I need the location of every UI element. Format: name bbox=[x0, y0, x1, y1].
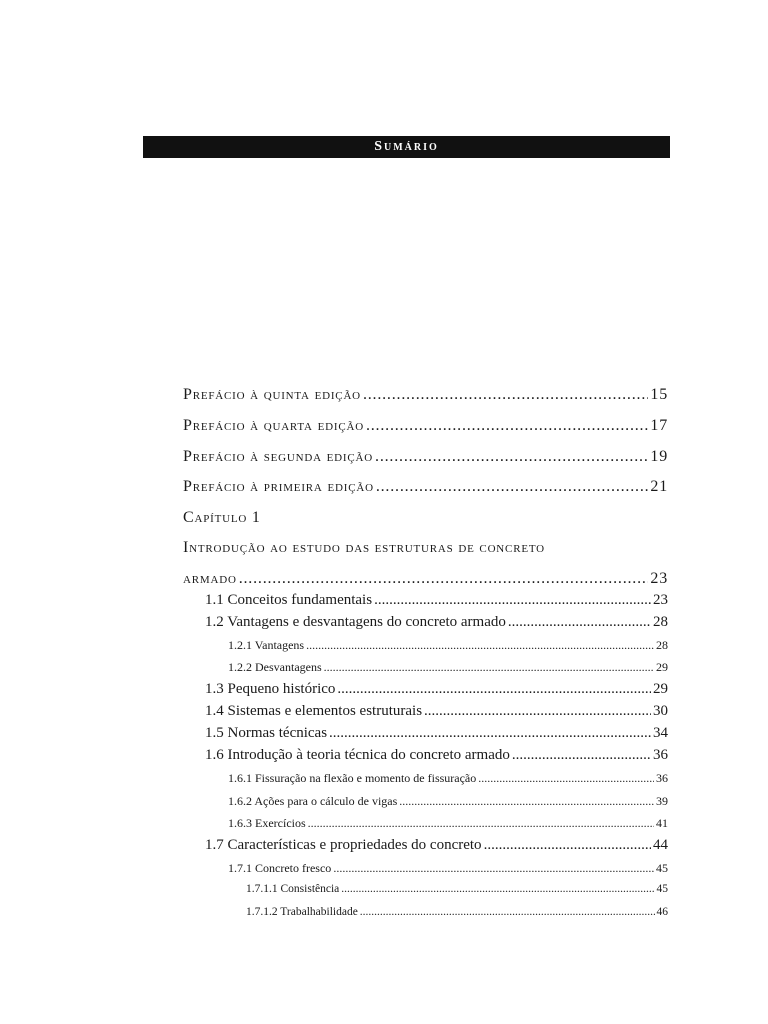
toc-page-number: 45 bbox=[656, 861, 668, 875]
toc-entry-1-7-1-1[interactable] bbox=[246, 883, 668, 895]
toc-leader-dots bbox=[306, 638, 654, 653]
toc-entry-1-1[interactable] bbox=[205, 592, 668, 609]
toc-entry-label: 1.6.2 Ações para o cálculo de vigas bbox=[228, 794, 398, 808]
page-title: Sumário bbox=[374, 139, 439, 154]
toc-entry-1-6-2[interactable] bbox=[228, 794, 668, 809]
toc-entry-prefacio-quinta[interactable] bbox=[183, 386, 668, 404]
toc-entry-label: 1.2 Vantagens e desvantagens do concreto armado bbox=[205, 614, 506, 630]
toc-leader-dots bbox=[360, 906, 655, 918]
toc-page-number: 15 bbox=[650, 386, 668, 403]
toc-leader-dots bbox=[508, 614, 651, 631]
toc-entry-label: 1.1 Conceitos fundamentais bbox=[205, 592, 373, 608]
toc-page-number: 23 bbox=[653, 592, 668, 608]
toc-page-number: 36 bbox=[653, 747, 668, 763]
toc-entry-1-3[interactable] bbox=[205, 681, 668, 698]
toc-entry-1-2-2[interactable] bbox=[228, 660, 668, 675]
toc-leader-dots bbox=[484, 837, 651, 854]
toc-chapter-heading: Capítulo 1 bbox=[183, 509, 261, 526]
toc-entry-label: 1.7 Características e propriedades do concreto bbox=[205, 837, 482, 853]
toc-entry-label: 1.6.1 Fissuração na flexão e momento de fissuração bbox=[228, 771, 477, 785]
toc-entry-label: armado bbox=[183, 570, 237, 587]
toc-entry-label: Prefácio à quarta edição bbox=[183, 417, 364, 434]
toc-leader-dots bbox=[478, 771, 654, 786]
toc-entry-label: 1.2.2 Desvantagens bbox=[228, 660, 322, 674]
toc-entry-label: 1.3 Pequeno histórico bbox=[205, 681, 336, 697]
toc-leader-dots bbox=[366, 417, 648, 435]
toc-leader-dots bbox=[341, 883, 654, 895]
toc-leader-dots bbox=[329, 725, 651, 742]
toc-page-number: 46 bbox=[656, 906, 668, 918]
toc-leader-dots bbox=[337, 681, 651, 698]
toc-entry-1-6[interactable] bbox=[205, 747, 668, 764]
toc-page-number: 29 bbox=[653, 681, 668, 697]
toc-leader-dots bbox=[308, 816, 654, 831]
toc-entry-label: 1.6 Introdução à teoria técnica do concreto armado bbox=[205, 747, 510, 763]
toc-entry-1-7-1-2[interactable] bbox=[246, 906, 668, 918]
toc-entry-prefacio-primeira[interactable] bbox=[183, 478, 668, 496]
toc-entry-label: Prefácio à primeira edição bbox=[183, 478, 374, 495]
toc-page-number: 23 bbox=[650, 570, 668, 587]
toc-entry-1-6-3[interactable] bbox=[228, 816, 668, 831]
toc-leader-dots bbox=[399, 794, 654, 809]
toc-entry-1-7-1[interactable] bbox=[228, 861, 668, 876]
toc-entry-1-6-1[interactable] bbox=[228, 771, 668, 786]
toc-page-number: 30 bbox=[653, 703, 668, 719]
toc-page-number: 36 bbox=[656, 771, 668, 785]
toc-page-number: 17 bbox=[650, 417, 668, 434]
toc-entry-1-2-1[interactable] bbox=[228, 638, 668, 653]
toc-entry-1-4[interactable] bbox=[205, 703, 668, 720]
toc-entry-label: Prefácio à segunda edição bbox=[183, 448, 374, 465]
toc-entry-prefacio-segunda[interactable] bbox=[183, 448, 668, 466]
toc-entry-label: 1.5 Normas técnicas bbox=[205, 725, 328, 741]
toc-entry-label: Prefácio à quinta edição bbox=[183, 386, 361, 403]
toc-entry-label: 1.4 Sistemas e elementos estruturais bbox=[205, 703, 423, 719]
toc-page-number: 34 bbox=[653, 725, 668, 741]
toc-leader-dots bbox=[376, 478, 649, 496]
toc-entry-label: 1.7.1 Concreto fresco bbox=[228, 861, 332, 875]
toc-entry-label: 1.2.1 Vantagens bbox=[228, 638, 305, 652]
toc-leader-dots bbox=[333, 861, 654, 876]
toc-page-number: 21 bbox=[650, 478, 668, 495]
toc-entry-1-7[interactable] bbox=[205, 837, 668, 854]
toc-page-number: 28 bbox=[653, 614, 668, 630]
toc-page-number: 44 bbox=[653, 837, 668, 853]
toc-leader-dots bbox=[363, 386, 648, 404]
toc-page-number: 45 bbox=[656, 883, 668, 895]
toc-entry-1-5[interactable] bbox=[205, 725, 668, 742]
toc-leader-dots bbox=[374, 592, 651, 609]
toc-page-number: 28 bbox=[656, 638, 668, 652]
toc-leader-dots bbox=[512, 747, 651, 764]
toc-entry-1-2[interactable] bbox=[205, 614, 668, 631]
toc-leader-dots bbox=[424, 703, 651, 720]
toc-entry-prefacio-quarta[interactable] bbox=[183, 417, 668, 435]
toc-page-number: 41 bbox=[656, 816, 668, 830]
toc-entry-introducao[interactable] bbox=[183, 570, 668, 588]
toc-page-number: 29 bbox=[656, 660, 668, 674]
toc-leader-dots bbox=[324, 660, 654, 675]
toc-entry-label: 1.7.1.1 Consistência bbox=[246, 883, 340, 895]
toc-chapter-title: Introdução ao estudo das estruturas de concreto bbox=[183, 539, 545, 556]
toc-page-number: 19 bbox=[650, 448, 668, 465]
toc-leader-dots bbox=[375, 448, 648, 466]
toc-entry-label: 1.6.3 Exercícios bbox=[228, 816, 306, 830]
toc-leader-dots bbox=[239, 570, 649, 588]
toc-page-number: 39 bbox=[656, 794, 668, 808]
toc-entry-label: 1.7.1.2 Trabalhabilidade bbox=[246, 906, 358, 918]
